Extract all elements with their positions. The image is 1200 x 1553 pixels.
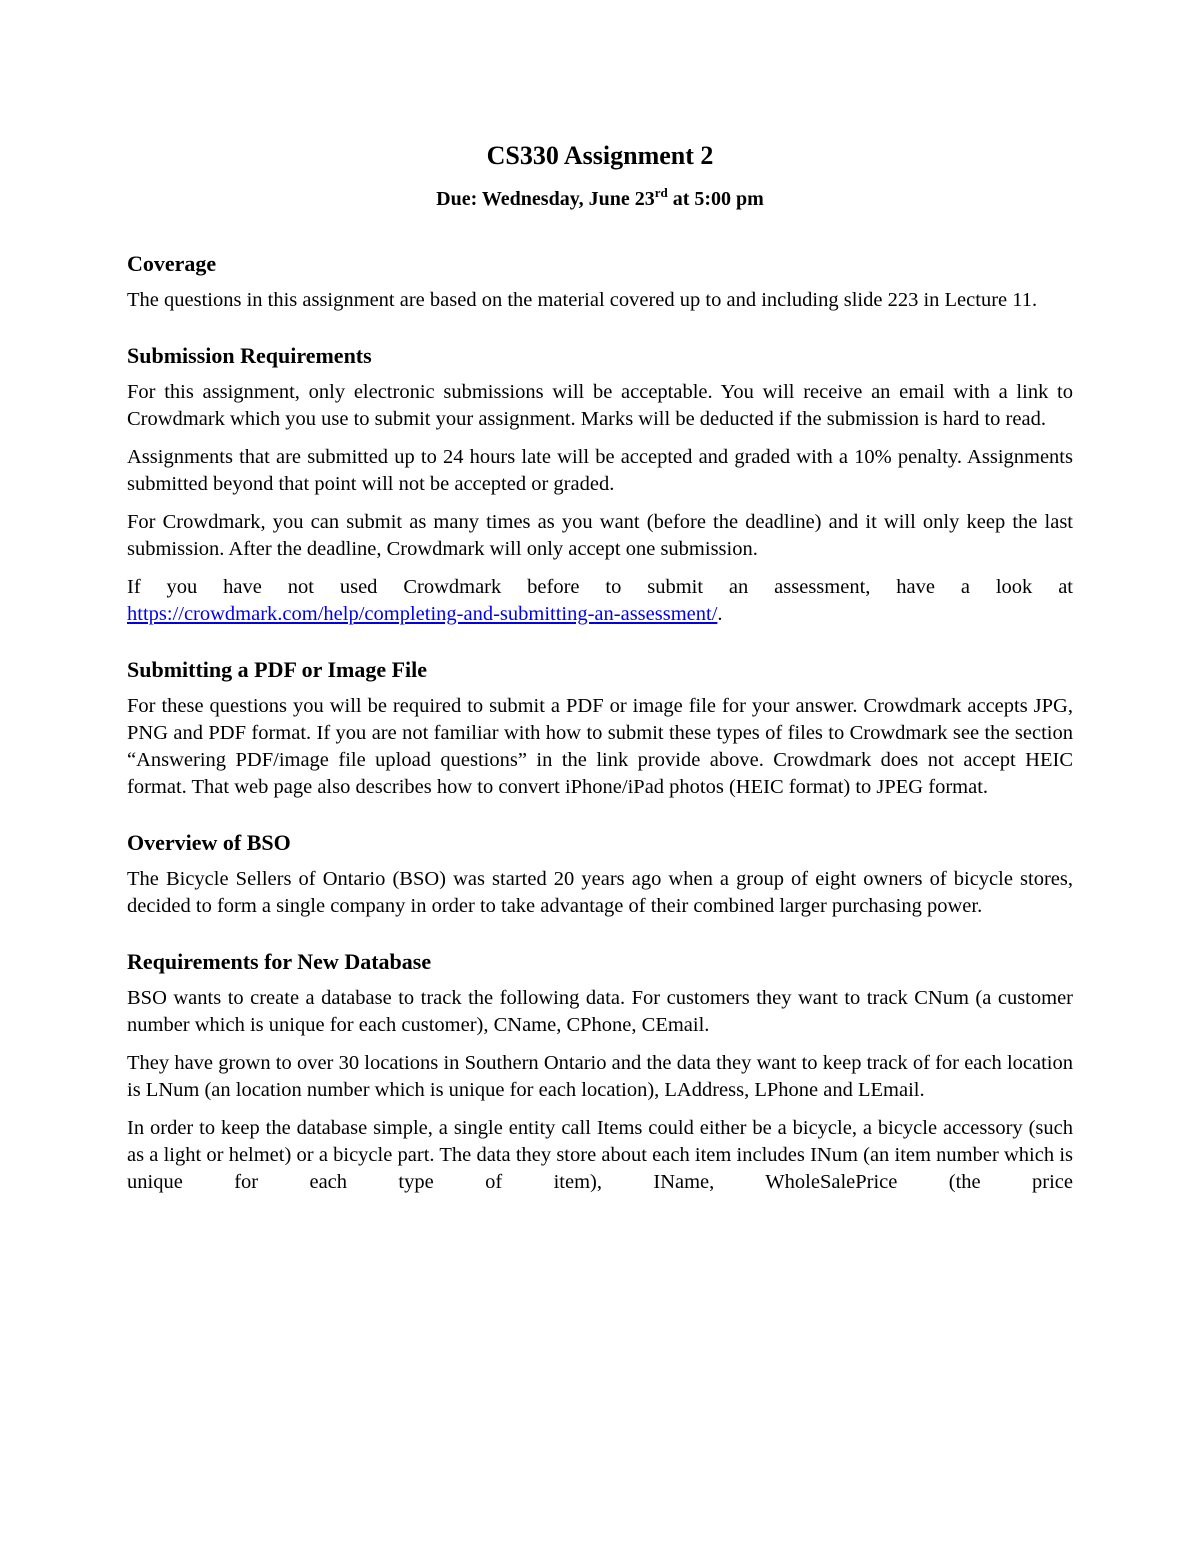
section-requirements-database <box>127 948 1073 1196</box>
submission-paragraph-4-text: If you have not used Crowdmark before to submit an assessment, have a look at <box>127 576 1073 598</box>
document-page <box>127 140 1073 1196</box>
submission-paragraph-2: Assignments that are submitted up to 24 hours late will be accepted and graded with a 10% penalty. Assignments submitted beyond that point will not be accepted or graded. <box>127 446 1073 495</box>
section-heading-coverage: Coverage <box>127 251 217 276</box>
pdf-paragraph: For these questions you will be required to submit a PDF or image file for your answer. Crowdmark accepts JPG, PNG and PDF format. If you are not familiar with how to submit these types of files to Crowdmark see the section “Answering PDF/image file upload questions” in the link provide above. Crowdmark does not accept HEIC format. That web page also describes how to convert iPhone/iPad photos (HEIC format) to JPEG format. <box>127 695 1073 798</box>
section-submission-requirements <box>127 342 1073 628</box>
section-heading-requirements-database: Requirements for New Database <box>127 949 432 974</box>
document-title: CS330 Assignment 2 <box>486 141 714 170</box>
coverage-paragraph: The questions in this assignment are based on the material covered up to and including slide 223 in Lecture 11. <box>127 289 1038 311</box>
submission-paragraph-3: For Crowdmark, you can submit as many times as you want (before the deadline) and it will only keep the last submission. After the deadline, Crowdmark will only accept one submission. <box>127 511 1073 560</box>
submission-paragraph-1: For this assignment, only electronic submissions will be acceptable. You will receive an email with a link to Crowdmark which you use to submit your assignment. Marks will be deducted if the submission is hard to read. <box>127 381 1073 430</box>
section-heading-submission-requirements: Submission Requirements <box>127 343 372 368</box>
requirements-paragraph-1: BSO wants to create a database to track the following data. For customers they want to track CNum (a customer number which is unique for each customer), CName, CPhone, CEmail. <box>127 987 1073 1036</box>
section-heading-overview-bso: Overview of BSO <box>127 830 291 855</box>
section-coverage <box>127 250 1073 314</box>
section-heading-submitting-pdf: Submitting a PDF or Image File <box>127 657 428 682</box>
due-date <box>127 186 1073 212</box>
submission-paragraph-4 <box>127 574 1073 628</box>
requirements-paragraph-3: In order to keep the database simple, a single entity call Items could either be a bicycle, a bicycle accessory (such as a light or helmet) or a bicycle part. The data they store about each item includes INum (an item number which is unique for each type of item), IName, WholeSalePrice (the price <box>127 1117 1073 1193</box>
due-date-prefix: Due: Wednesday, June 23 <box>436 188 655 210</box>
section-submitting-pdf <box>127 656 1073 801</box>
section-overview-bso <box>127 829 1073 920</box>
submission-paragraph-4-end: . <box>717 603 723 625</box>
overview-paragraph: The Bicycle Sellers of Ontario (BSO) was started 20 years ago when a group of eight owners of bicycle stores, decided to form a single company in order to take advantage of their combined larger purchasing power. <box>127 868 1073 917</box>
crowdmark-help-link[interactable]: https://crowdmark.com/help/completing-and-submitting-an-assessment/ <box>127 603 718 625</box>
requirements-paragraph-2: They have grown to over 30 locations in Southern Ontario and the data they want to keep track of for each location is LNum (an location number which is unique for each location), LAddress, LPhone and LEmail. <box>127 1052 1073 1101</box>
due-date-ordinal: rd <box>654 185 668 200</box>
due-date-suffix: at 5:00 pm <box>667 188 764 210</box>
